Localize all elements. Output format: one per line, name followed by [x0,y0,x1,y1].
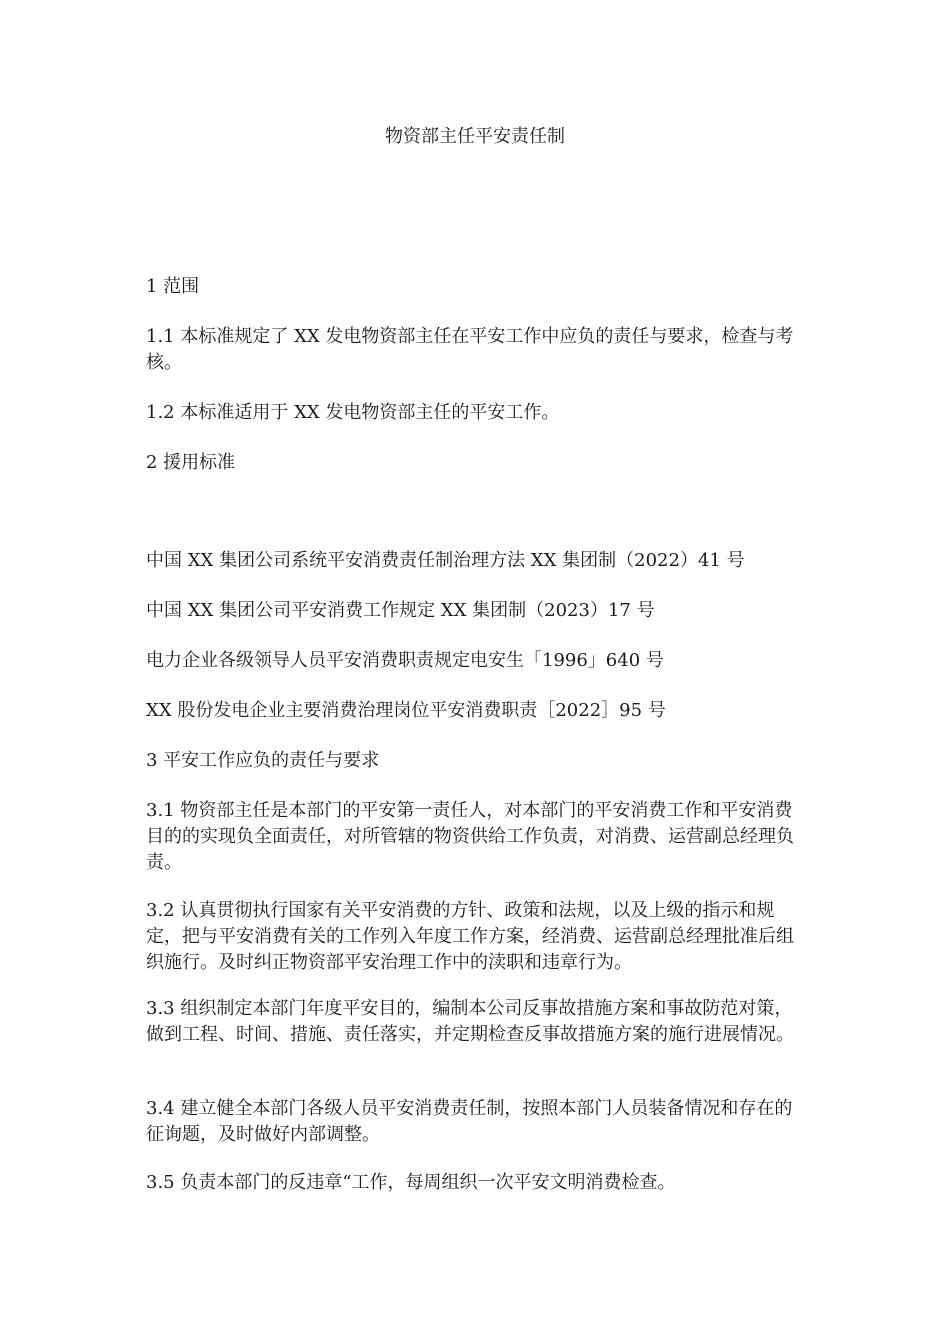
paragraph-1-1: 1.1 本标准规定了 XX 发电物资部主任在平安工作中应负的责任与要求，检查与考核。 [146,326,794,373]
paragraph-3-5: 3.5 负责本部门的反违章“工作，每周组织一次平安文明消费检查。 [146,1172,676,1193]
paragraph-1-2: 1.2 本标准适用于 XX 发电物资部主任的平安工作。 [146,402,560,423]
section-heading-responsibilities: 3 平安工作应负的责任与要求 [146,750,380,771]
section-heading-references: 2 援用标准 [146,452,236,473]
section-heading-scope: 1 范围 [146,276,200,297]
reference-item-4: XX 股份发电企业主要消费治理岗位平安消费职责［2022］95 号 [146,700,666,721]
document-title: 物资部主任平安责任制 [385,126,565,147]
reference-item-3: 电力企业各级领导人员平安消费职责规定电安生「1996」640 号 [146,650,664,671]
paragraph-3-3: 3.3 组织制定本部门年度平安目的，编制本公司反事故措施方案和事故防范对策，做到工程、时间、措施、责任落实，并定期检查反事故措施方案的施行进展情况。 [146,998,794,1045]
reference-item-2: 中国 XX 集团公司平安消费工作规定 XX 集团制（2023）17 号 [146,600,655,621]
paragraph-3-2: 3.2 认真贯彻执行国家有关平安消费的方针、政策和法规，以及上级的指示和规定，把与平安消费有关的工作列入年度工作方案，经消费、运营副总经理批准后组织施行。及时纠正物资部平安治理工作中的渎职和违章行为。 [146,900,794,973]
paragraph-3-1: 3.1 物资部主任是本部门的平安第一责任人，对本部门的平安消费工作和平安消费目的的实现负全面责任，对所管辖的物资供给工作负责，对消费、运营副总经理负责。 [146,800,794,873]
reference-item-1: 中国 XX 集团公司系统平安消费责任制治理方法 XX 集团制（2022）41 号 [146,550,745,571]
paragraph-3-4: 3.4 建立健全本部门各级人员平安消费责任制，按照本部门人员装备情况和存在的征询题，及时做好内部调整。 [146,1098,793,1145]
